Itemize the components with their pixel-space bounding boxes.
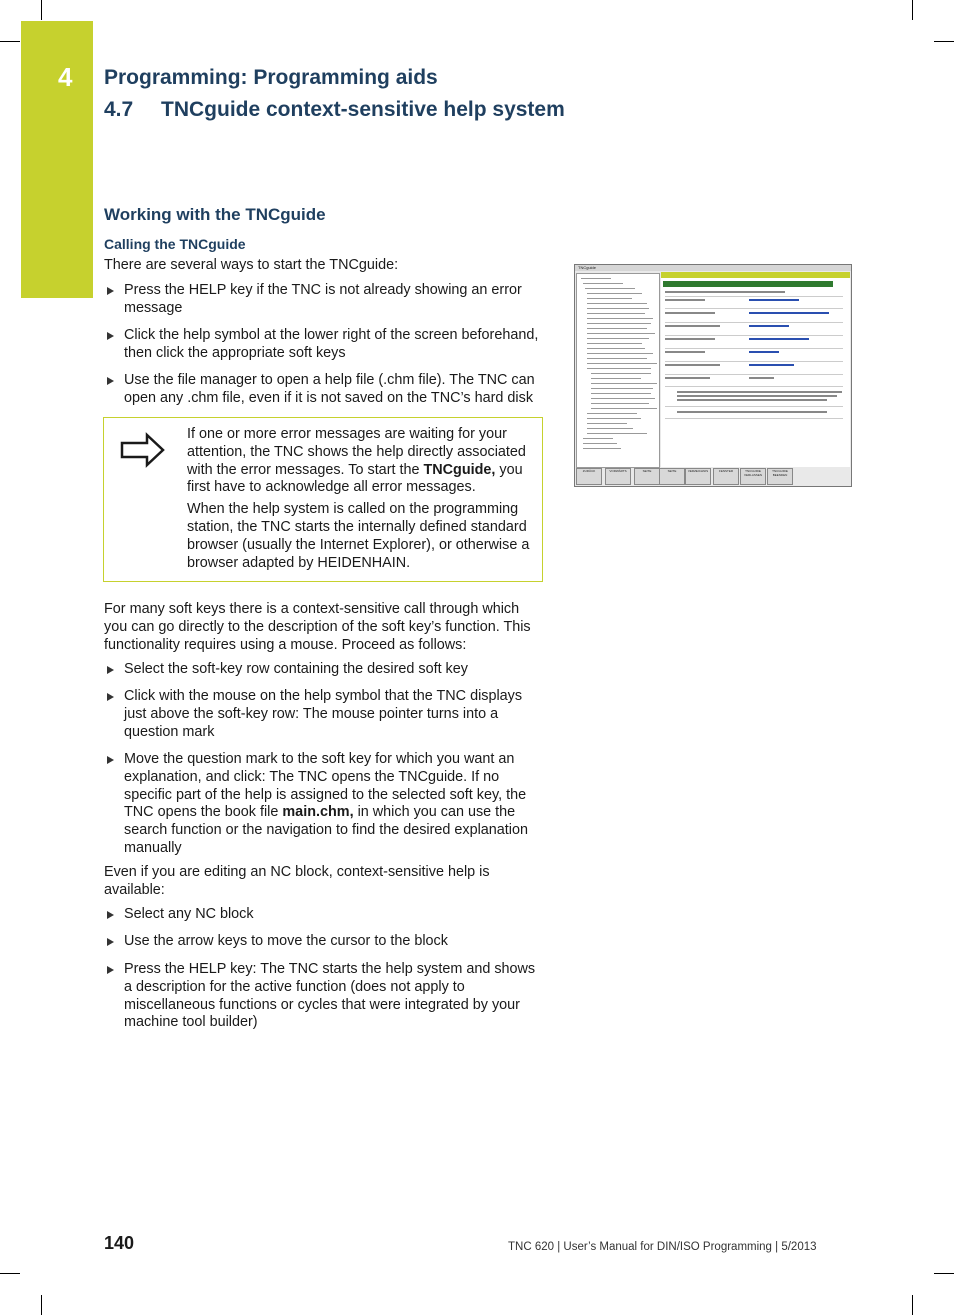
softkey: ZURÜCK xyxy=(576,468,602,485)
heading: Working with the TNCguide xyxy=(104,205,326,224)
crop-mark xyxy=(912,1295,913,1315)
list-item: Use the file manager to open a help file (.chm file). The TNC can open any .chm file, even if it is not saved on the TNC’s hard disk xyxy=(104,372,542,408)
softkey: FENSTER xyxy=(713,468,739,485)
crop-mark xyxy=(912,0,913,20)
triangle-bullet-icon xyxy=(107,332,114,340)
softkey: SEITE xyxy=(659,468,685,485)
crop-mark xyxy=(41,1295,42,1315)
page-number: 140 xyxy=(104,1233,135,1253)
note-text xyxy=(187,426,537,576)
crop-mark xyxy=(41,0,42,20)
softkeys-paragraph: For many soft keys there is a context-sensitive call through which you can go directly to the description of the soft key’s function. This functionality requires using a mouse. Proceed as follows: xyxy=(104,601,531,653)
softkey: SEITE xyxy=(634,468,660,485)
section-title-text: TNCguide context-sensitive help system xyxy=(161,98,565,121)
list-item: Move the question mark to the soft key for which you want an explanation, and click: The TNC opens the TNCguide. If no specific part of the help is assigned to the selected soft key, the TNC opens the book file main.chm, in which you can use the search function or the navigation to find the desired explanation manually xyxy=(104,751,542,858)
chapter-number: 4 xyxy=(58,62,73,92)
crop-mark xyxy=(934,41,954,42)
triangle-bullet-icon xyxy=(107,287,114,295)
note-box xyxy=(103,417,543,582)
tncguide-screenshot xyxy=(574,264,852,487)
crop-mark xyxy=(934,1273,954,1274)
softkey: VORWÄRTS xyxy=(605,468,631,485)
intro-paragraph: There are several ways to start the TNCguide: xyxy=(104,257,399,273)
triangle-bullet-icon xyxy=(107,377,114,385)
softkey: TNCGUIDE BEENDEN xyxy=(767,468,793,485)
nc-paragraph: Even if you are editing an NC block, context-sensitive help is available: xyxy=(104,864,490,898)
list-item: Select any NC block xyxy=(104,906,542,924)
list-item: Click the help symbol at the lower right of the screen beforehand, then click the appropriate soft keys xyxy=(104,327,542,363)
crop-mark xyxy=(0,1273,20,1274)
footer-text: TNC 620 | User’s Manual for DIN/ISO Programming | 5/2013 xyxy=(508,1241,817,1253)
note-paragraph: When the help system is called on the programming station, the TNC starts the internally defined standard browser (usually the Internet Explorer), or otherwise a browser adapted by HEIDENHAIN. xyxy=(187,501,530,571)
list-item: Press the HELP key if the TNC is not already showing an error message xyxy=(104,282,542,318)
section-number: 4.7 xyxy=(104,98,134,121)
list-item: Select the soft-key row containing the desired soft key xyxy=(104,661,542,679)
screenshot-tree-panel xyxy=(576,273,660,468)
list-item: Use the arrow keys to move the cursor to the block xyxy=(104,933,542,951)
screenshot-content-panel xyxy=(661,272,850,467)
softkey: TNCGUIDE VERLASSEN xyxy=(740,468,766,485)
softkey: VERZEICHNIS xyxy=(685,468,711,485)
subheading: Calling the TNCguide xyxy=(104,236,246,252)
section-title xyxy=(104,98,565,122)
list-item: Click with the mouse on the help symbol that the TNC displays just above the soft-key row: The mouse pointer turns into a question mark xyxy=(104,688,542,741)
screenshot-titlebar: TNCguide xyxy=(575,265,851,271)
chapter-title: Programming: Programming aids xyxy=(104,66,438,89)
triangle-bullet-icon xyxy=(107,756,114,764)
triangle-bullet-icon xyxy=(107,693,114,701)
triangle-bullet-icon xyxy=(107,938,114,946)
triangle-bullet-icon xyxy=(107,666,114,674)
list-item: Press the HELP key: The TNC starts the help system and shows a description for the active function (does not apply to miscellaneous functions or cycles that were integrated by your machine tool builder) xyxy=(104,961,542,1032)
chapter-tab xyxy=(21,21,93,298)
note-paragraph: If one or more error messages are waiting for your attention, the TNC shows the help directly associated with the error messages. To start the TNCguide, you first have to acknowledge all error messages. xyxy=(187,426,526,496)
crop-mark xyxy=(0,41,20,42)
arrow-right-icon xyxy=(120,432,166,468)
triangle-bullet-icon xyxy=(107,966,114,974)
triangle-bullet-icon xyxy=(107,911,114,919)
